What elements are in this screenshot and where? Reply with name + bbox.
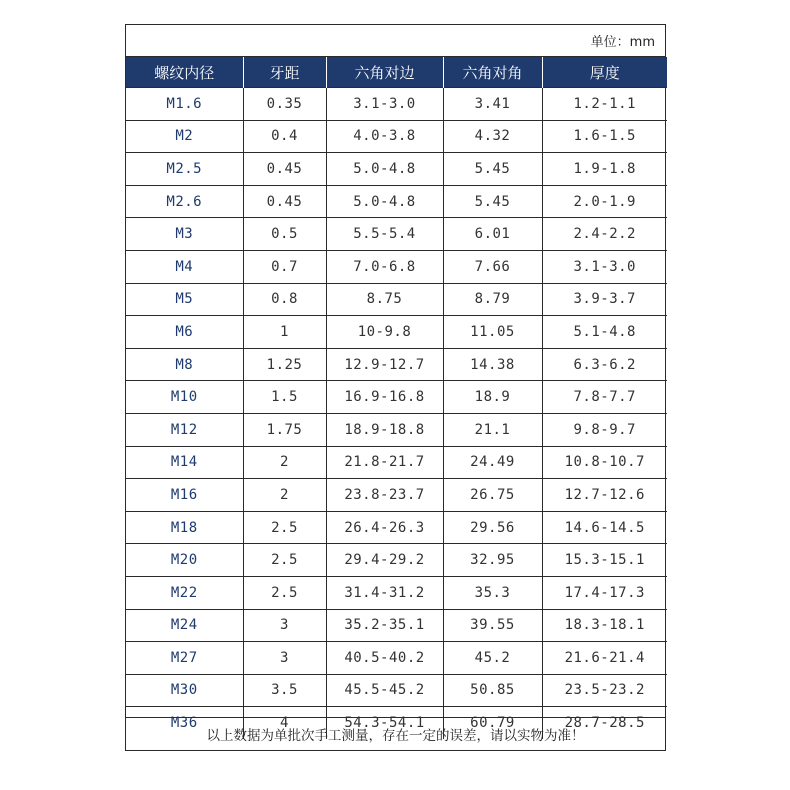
cell-thickness: 3.1-3.0 bbox=[542, 250, 667, 283]
header-across-corners: 六角对角 bbox=[443, 57, 542, 88]
cell-thread-diameter: M14 bbox=[126, 446, 243, 479]
cell-across-flats: 3.1-3.0 bbox=[326, 88, 443, 121]
cell-pitch: 3 bbox=[243, 642, 326, 675]
cell-across-flats: 45.5-45.2 bbox=[326, 674, 443, 707]
cell-across-corners: 11.05 bbox=[443, 316, 542, 349]
cell-pitch: 2.5 bbox=[243, 576, 326, 609]
footer-note: 以上数据为单批次手工测量，存在一定的误差，请以实物为准！ bbox=[126, 717, 665, 750]
cell-thread-diameter: M6 bbox=[126, 316, 243, 349]
table-row bbox=[126, 120, 667, 153]
cell-thread-diameter: M22 bbox=[126, 576, 243, 609]
cell-thickness: 5.1-4.8 bbox=[542, 316, 667, 349]
table-row bbox=[126, 446, 667, 479]
cell-pitch: 2.5 bbox=[243, 511, 326, 544]
cell-across-flats: 10-9.8 bbox=[326, 316, 443, 349]
cell-thread-diameter: M8 bbox=[126, 348, 243, 381]
cell-thickness: 28.7-28.5 bbox=[542, 707, 667, 739]
cell-thickness: 1.6-1.5 bbox=[542, 120, 667, 153]
cell-thread-diameter: M2.5 bbox=[126, 153, 243, 186]
cell-thread-diameter: M1.6 bbox=[126, 88, 243, 121]
cell-pitch: 1.25 bbox=[243, 348, 326, 381]
cell-across-corners: 5.45 bbox=[443, 153, 542, 186]
cell-across-corners: 7.66 bbox=[443, 250, 542, 283]
cell-across-corners: 32.95 bbox=[443, 544, 542, 577]
cell-thread-diameter: M20 bbox=[126, 544, 243, 577]
table-row bbox=[126, 674, 667, 707]
cell-across-corners: 50.85 bbox=[443, 674, 542, 707]
cell-across-flats: 29.4-29.2 bbox=[326, 544, 443, 577]
cell-thickness: 12.7-12.6 bbox=[542, 479, 667, 512]
cell-pitch: 1 bbox=[243, 316, 326, 349]
cell-thickness: 3.9-3.7 bbox=[542, 283, 667, 316]
cell-thickness: 2.4-2.2 bbox=[542, 218, 667, 251]
cell-across-corners: 5.45 bbox=[443, 185, 542, 218]
cell-thickness: 9.8-9.7 bbox=[542, 413, 667, 446]
cell-across-corners: 8.79 bbox=[443, 283, 542, 316]
cell-pitch: 0.5 bbox=[243, 218, 326, 251]
header-thread-diameter: 螺纹内径 bbox=[126, 57, 243, 88]
cell-pitch: 2.5 bbox=[243, 544, 326, 577]
cell-thickness: 6.3-6.2 bbox=[542, 348, 667, 381]
table-body bbox=[126, 88, 667, 739]
cell-across-corners: 6.01 bbox=[443, 218, 542, 251]
cell-thread-diameter: M18 bbox=[126, 511, 243, 544]
unit-label: 单位：mm bbox=[126, 25, 665, 57]
cell-pitch: 1.5 bbox=[243, 381, 326, 414]
cell-thread-diameter: M5 bbox=[126, 283, 243, 316]
cell-across-corners: 18.9 bbox=[443, 381, 542, 414]
cell-pitch: 0.8 bbox=[243, 283, 326, 316]
table-row bbox=[126, 576, 667, 609]
cell-across-corners: 21.1 bbox=[443, 413, 542, 446]
cell-thickness: 1.2-1.1 bbox=[542, 88, 667, 121]
table-row bbox=[126, 609, 667, 642]
cell-across-flats: 40.5-40.2 bbox=[326, 642, 443, 675]
cell-thickness: 18.3-18.1 bbox=[542, 609, 667, 642]
cell-across-corners: 3.41 bbox=[443, 88, 542, 121]
cell-pitch: 4 bbox=[243, 707, 326, 739]
cell-thickness: 21.6-21.4 bbox=[542, 642, 667, 675]
cell-pitch: 3.5 bbox=[243, 674, 326, 707]
header-thickness: 厚度 bbox=[542, 57, 667, 88]
cell-across-flats: 5.0-4.8 bbox=[326, 153, 443, 186]
table-row bbox=[126, 185, 667, 218]
header-across-flats: 六角对边 bbox=[326, 57, 443, 88]
cell-pitch: 0.4 bbox=[243, 120, 326, 153]
cell-thickness: 23.5-23.2 bbox=[542, 674, 667, 707]
cell-thickness: 2.0-1.9 bbox=[542, 185, 667, 218]
cell-pitch: 2 bbox=[243, 446, 326, 479]
cell-across-flats: 35.2-35.1 bbox=[326, 609, 443, 642]
cell-thread-diameter: M16 bbox=[126, 479, 243, 512]
cell-thread-diameter: M3 bbox=[126, 218, 243, 251]
table-row bbox=[126, 316, 667, 349]
cell-across-flats: 8.75 bbox=[326, 283, 443, 316]
cell-thread-diameter: M30 bbox=[126, 674, 243, 707]
cell-across-flats: 4.0-3.8 bbox=[326, 120, 443, 153]
cell-thread-diameter: M36 bbox=[126, 707, 243, 739]
cell-pitch: 0.35 bbox=[243, 88, 326, 121]
cell-across-flats: 21.8-21.7 bbox=[326, 446, 443, 479]
cell-thread-diameter: M4 bbox=[126, 250, 243, 283]
cell-across-flats: 26.4-26.3 bbox=[326, 511, 443, 544]
cell-thread-diameter: M27 bbox=[126, 642, 243, 675]
cell-thread-diameter: M24 bbox=[126, 609, 243, 642]
cell-across-corners: 35.3 bbox=[443, 576, 542, 609]
cell-pitch: 3 bbox=[243, 609, 326, 642]
table-header bbox=[126, 57, 667, 88]
cell-thread-diameter: M12 bbox=[126, 413, 243, 446]
cell-thread-diameter: M2 bbox=[126, 120, 243, 153]
cell-thread-diameter: M10 bbox=[126, 381, 243, 414]
cell-thickness: 15.3-15.1 bbox=[542, 544, 667, 577]
header-pitch: 牙距 bbox=[243, 57, 326, 88]
cell-across-flats: 7.0-6.8 bbox=[326, 250, 443, 283]
table-row bbox=[126, 218, 667, 251]
cell-across-flats: 5.0-4.8 bbox=[326, 185, 443, 218]
cell-across-corners: 4.32 bbox=[443, 120, 542, 153]
cell-thickness: 1.9-1.8 bbox=[542, 153, 667, 186]
cell-pitch: 2 bbox=[243, 479, 326, 512]
cell-across-flats: 54.3-54.1 bbox=[326, 707, 443, 739]
table-row bbox=[126, 153, 667, 186]
table-row bbox=[126, 348, 667, 381]
cell-pitch: 0.7 bbox=[243, 250, 326, 283]
cell-across-flats: 31.4-31.2 bbox=[326, 576, 443, 609]
table-row bbox=[126, 283, 667, 316]
cell-thickness: 17.4-17.3 bbox=[542, 576, 667, 609]
cell-across-corners: 24.49 bbox=[443, 446, 542, 479]
cell-across-corners: 45.2 bbox=[443, 642, 542, 675]
cell-thickness: 14.6-14.5 bbox=[542, 511, 667, 544]
cell-thread-diameter: M2.6 bbox=[126, 185, 243, 218]
table-row bbox=[126, 544, 667, 577]
cell-across-flats: 12.9-12.7 bbox=[326, 348, 443, 381]
table-row bbox=[126, 381, 667, 414]
cell-across-flats: 18.9-18.8 bbox=[326, 413, 443, 446]
spec-table-frame bbox=[125, 24, 666, 751]
cell-across-flats: 16.9-16.8 bbox=[326, 381, 443, 414]
cell-across-corners: 14.38 bbox=[443, 348, 542, 381]
cell-pitch: 1.75 bbox=[243, 413, 326, 446]
cell-across-flats: 23.8-23.7 bbox=[326, 479, 443, 512]
header-row bbox=[126, 57, 667, 88]
cell-thickness: 7.8-7.7 bbox=[542, 381, 667, 414]
table-row bbox=[126, 479, 667, 512]
table-row bbox=[126, 250, 667, 283]
cell-across-corners: 26.75 bbox=[443, 479, 542, 512]
cell-across-flats: 5.5-5.4 bbox=[326, 218, 443, 251]
cell-pitch: 0.45 bbox=[243, 153, 326, 186]
cell-across-corners: 60.79 bbox=[443, 707, 542, 739]
cell-thickness: 10.8-10.7 bbox=[542, 446, 667, 479]
table-row bbox=[126, 413, 667, 446]
nut-spec-table bbox=[126, 57, 667, 739]
cell-across-corners: 39.55 bbox=[443, 609, 542, 642]
cell-pitch: 0.45 bbox=[243, 185, 326, 218]
cell-across-corners: 29.56 bbox=[443, 511, 542, 544]
table-row bbox=[126, 88, 667, 121]
table-row bbox=[126, 642, 667, 675]
table-row bbox=[126, 511, 667, 544]
